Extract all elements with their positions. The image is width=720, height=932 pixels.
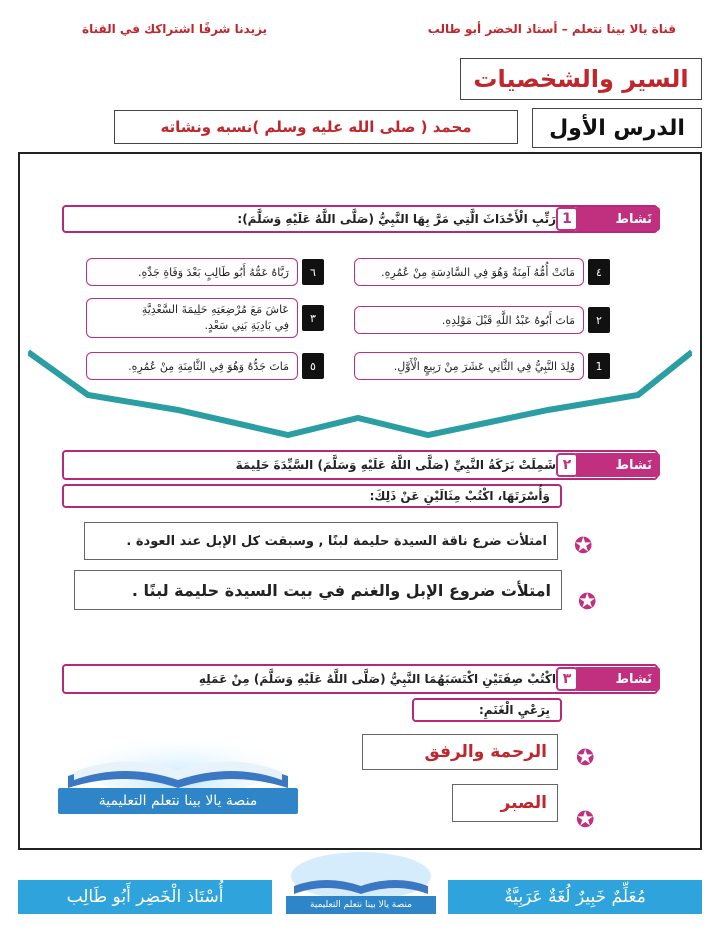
event-5-number: ٥ — [302, 353, 324, 379]
star-icon: ✪ — [576, 746, 595, 771]
event-1-text: وُلِدَ النَّبِيُّ فِي الثَّانِي عَشَرَ مِنْ رَبِيعٍ الْأَوَّلِ. — [354, 352, 584, 380]
activity-2-question-bar-2 — [62, 484, 562, 508]
star-icon: ✪ — [576, 808, 595, 833]
activity-2-question-1: شَمِلَتْ بَرَكَةُ النَّبِيِّ (صَلَّى اللَّهُ عَلَيْهِ وَسَلَّمَ) السَّيِّدَةَ حَلِيمَةَ — [235, 458, 556, 472]
activity-3 — [62, 664, 658, 722]
activity-3-question-1: اكْتُبْ صِفَتَيْنِ اكْتَسَبَهُمَا النَّبِيُّ (صَلَّى اللَّهُ عَلَيْهِ وَسَلَّمَ) مِنْ عَمَلِهِ — [198, 672, 556, 686]
channel-header: قناة يالا بينا نتعلم – أستاذ الخضر أبو طالب — [427, 22, 676, 36]
event-2 — [350, 306, 610, 334]
activity-3-question-2: بِرَعْيِ الْغَنَمِ: — [479, 703, 550, 717]
activity-3-question-bar-2 — [412, 698, 562, 722]
activity-1-tag — [574, 207, 660, 231]
lesson-subject: محمد ( صلى الله عليه وسلم )نسبه ونشاته — [114, 110, 518, 144]
event-4-number: ٤ — [588, 259, 610, 285]
event-5 — [84, 352, 324, 380]
subscribe-header: يزيدنا شرفًا اشتراكك في القناة — [82, 22, 268, 36]
activity-3-answer-1: الرحمة والرفق — [362, 734, 558, 770]
activity-3-answer-2: الصبر — [452, 784, 558, 822]
activity-1-number: 1 — [556, 207, 578, 231]
open-book-icon — [286, 852, 436, 898]
event-3-text — [86, 298, 298, 338]
lesson-title: الدرس الأول — [532, 108, 702, 148]
event-6 — [84, 258, 324, 286]
activity-3-tag — [574, 667, 660, 691]
book-logo — [54, 716, 302, 816]
activity-2-question-2: وَأُسْرَتَهَا، اكْتُبْ مِثَالَيْنِ عَنْ ذَلِكَ: — [369, 489, 550, 503]
event-6-number: ٦ — [302, 259, 324, 285]
event-5-text: مَاتَ جَدُّهُ وَهُوَ فِي الثَّامِنَةِ مِنْ عُمُرِهِ. — [86, 352, 298, 380]
event-3-line-2: فِي بَادِيَةِ بَنِي سَعْدٍ. — [204, 319, 289, 332]
activity-2-number: ٢ — [556, 453, 578, 477]
event-4-text: مَاتَتْ أُمُّهُ آمِنَةُ وَهُوَ فِي السَّادِسَةِ مِنْ عُمُرِهِ. — [354, 258, 584, 286]
activity-1-label: نَشاط — [615, 211, 652, 227]
event-2-number: ٢ — [588, 307, 610, 333]
activity-3-number: ٣ — [556, 667, 578, 691]
star-icon: ✪ — [574, 534, 593, 559]
footer-teacher-name: أُسْتَاذ الْخَضِر أَبُو طَالِب — [18, 880, 272, 914]
event-3-line-1: عَاشَ مَعَ مُرْضِعَتِهِ حَلِيمَةَ السَّعْدِيَّةِ — [141, 303, 289, 316]
event-3-number: ٣ — [302, 305, 324, 331]
open-book-icon — [54, 716, 302, 796]
activity-2-label: نَشاط — [615, 457, 652, 473]
event-1 — [350, 352, 610, 380]
footer-logo — [286, 852, 436, 916]
event-2-text: مَاتَ أَبُوهُ عَبْدُ اللَّهِ قَبْلَ مَوْلِدِهِ. — [354, 306, 584, 334]
event-4 — [350, 258, 610, 286]
event-3 — [84, 298, 324, 338]
activity-2 — [62, 450, 658, 508]
page-title: السير والشخصيات — [460, 58, 702, 100]
activity-2-answer-2: امتلأت ضروع الإبل والغنم في بيت السيدة حليمة لبنًا . — [74, 570, 562, 610]
activity-2-tag — [574, 453, 660, 477]
event-6-text: رَبَّاهُ عَمُّهُ أَبُو طَالِبٍ بَعْدَ وَفَاةِ جَدِّهِ. — [86, 258, 298, 286]
event-1-number: 1 — [588, 353, 610, 379]
activity-2-answer-1: امتلأت ضرع ناقة السيدة حليمة لبنًا , وسبقت كل الإبل عند العودة . — [84, 522, 558, 560]
footer-platform-banner: منصة يالا بينا نتعلم التعليمية — [286, 896, 436, 914]
footer-teacher-title: مُعَلِّمٌ خَبِيرٌ لُغَةٌ عَرَبِيَّةٌ — [448, 880, 702, 914]
platform-banner: منصة يالا بينا نتعلم التعليمية — [58, 788, 298, 814]
activity-3-label: نَشاط — [615, 671, 652, 687]
activity-1 — [62, 205, 658, 233]
activity-1-question: رَتِّبِ الْأَحْدَاثَ الَّتِي مَرَّ بِهَا النَّبِيُّ (صَلَّى اللَّهُ عَلَيْهِ وَسَلَّمَ): — [237, 212, 556, 226]
star-icon: ✪ — [578, 590, 597, 615]
